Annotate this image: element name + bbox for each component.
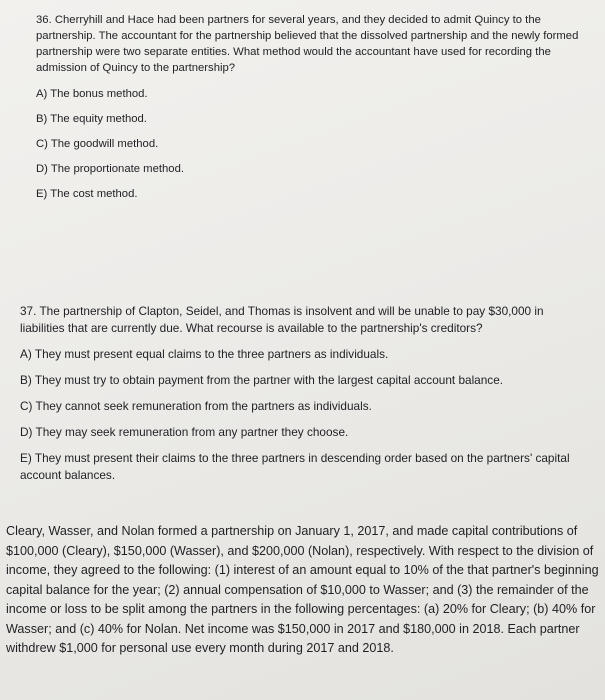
question-36-stem: 36. Cherryhill and Hace had been partners for several years, and they decided to admit Quincy to the partnership. The accountant for the partnership believed that the dissolved partnership and the newly formed partnership were two separate entities. What method would the accountant have used for recording the admission of Quincy to the partnership? bbox=[36, 14, 579, 74]
question-37-option-c: C) They cannot seek remuneration from the partners as individuals. bbox=[20, 399, 372, 413]
question-36-option-a: A) The bonus method. bbox=[36, 88, 148, 100]
question-37-option-d: D) They may seek remuneration from any partner they choose. bbox=[20, 425, 349, 439]
question-36-option-e: E) The cost method. bbox=[36, 188, 138, 200]
partnership-scenario bbox=[6, 522, 602, 659]
question-37-stem: 37. The partnership of Clapton, Seidel, and Thomas is insolvent and will be unable to pay $30,000 in liabilities that are currently due. What recourse is available to the partnership's creditors? bbox=[20, 304, 544, 335]
question-36-option-c: C) The goodwill method. bbox=[36, 138, 159, 150]
question-37-option-a: A) They must present equal claims to the three partners as individuals. bbox=[20, 347, 389, 361]
question-37-option-e: E) They must present their claims to the three partners in descending order based on the partners' capital account balances. bbox=[20, 451, 570, 482]
question-36-option-d: D) The proportionate method. bbox=[36, 163, 184, 175]
question-37-option-b: B) They must try to obtain payment from the partner with the largest capital account balance. bbox=[20, 373, 504, 387]
question-36-option-b: B) The equity method. bbox=[36, 113, 147, 125]
question-36 bbox=[36, 12, 588, 211]
question-37 bbox=[20, 303, 585, 493]
partnership-scenario-text: Cleary, Wasser, and Nolan formed a partnership on January 1, 2017, and made capital contributions of $100,000 (Cleary), $150,000 (Wasser), and $200,000 (Nolan), respectively. With respect to the division of income, they agreed to the following: (1) interest of an amount equal to 10% of the that partner's beginning capital balance for the year; (2) annual compensation of $10,000 to Wasser; and (3) the remainder of the income or loss to be split among the partners in the following percentages: (a) 20% for Cleary; (b) 40% for Wasser; and (c) 40% for Nolan. Net income was $150,000 in 2017 and $180,000 in 2018. Each partner withdrew $1,000 for personal use every month during 2017 and 2018. bbox=[6, 524, 599, 655]
